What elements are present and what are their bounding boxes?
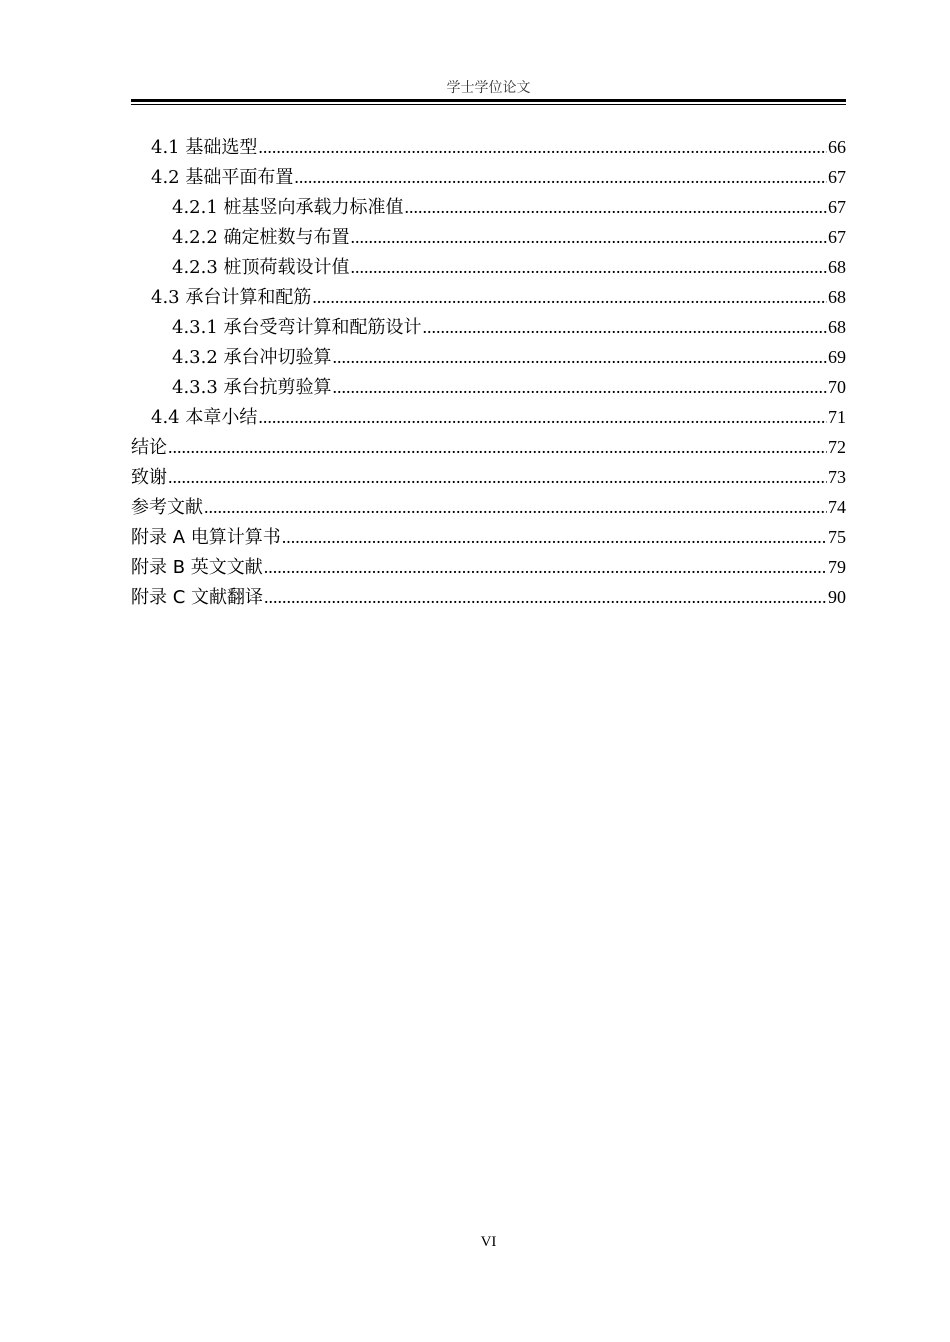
- header-double-rule: [131, 99, 846, 106]
- toc-entry: [131, 552, 846, 582]
- toc-entry-page: 67: [828, 167, 846, 187]
- toc-leader-dots: [282, 522, 827, 552]
- toc-entry-title: 参考文献: [131, 497, 203, 518]
- toc-entry: [131, 162, 846, 192]
- toc-leader-dots: [351, 222, 827, 252]
- toc-leader-dots: [333, 372, 827, 402]
- toc-entry-page: 72: [828, 437, 846, 457]
- toc-leader-dots: [168, 432, 827, 462]
- toc-entry-page: 70: [828, 377, 846, 397]
- page-number: VI: [480, 1234, 497, 1250]
- toc-entry-title: 附录 A 电算计算书: [131, 527, 281, 548]
- toc-entry-page: 68: [828, 317, 846, 337]
- toc-entry: [131, 462, 846, 492]
- toc-entry-title: 4.2.1 桩基竖向承载力标准值: [172, 197, 404, 218]
- toc-entry-title: 4.3.3 承台抗剪验算: [172, 377, 332, 398]
- toc-entry: [131, 312, 846, 342]
- toc-entry: [131, 252, 846, 282]
- toc-entry-title: 4.1 基础选型: [151, 137, 258, 158]
- toc-leader-dots: [351, 252, 827, 282]
- toc-leader-dots: [264, 582, 827, 612]
- toc-leader-dots: [258, 132, 827, 162]
- toc-leader-dots: [333, 342, 827, 372]
- toc-entry-page: 74: [828, 497, 846, 517]
- toc-entry: [131, 402, 846, 432]
- toc-leader-dots: [294, 162, 827, 192]
- toc-entry-title: 4.2.3 桩顶荷载设计值: [172, 257, 350, 278]
- toc-entry-title: 4.3 承台计算和配筋: [151, 287, 312, 308]
- toc-leader-dots: [258, 402, 827, 432]
- toc-entry: [131, 282, 846, 312]
- toc-entry-title: 4.2 基础平面布置: [151, 167, 294, 188]
- header-rule-thin: [131, 104, 846, 105]
- running-header-title: 学士学位论文: [446, 80, 531, 96]
- toc-entry-page: 67: [828, 197, 846, 217]
- toc-entry: [131, 372, 846, 402]
- toc-entry-page: 73: [828, 467, 846, 487]
- toc-entry-page: 69: [828, 347, 846, 367]
- toc-entry-page: 68: [828, 257, 846, 277]
- toc-entry-page: 67: [828, 227, 846, 247]
- table-of-contents: [131, 132, 846, 612]
- toc-entry-title: 结论: [131, 437, 167, 458]
- toc-entry-page: 71: [828, 407, 846, 427]
- toc-entry-page: 79: [828, 557, 846, 577]
- toc-leader-dots: [264, 552, 827, 582]
- toc-entry-title: 4.4 本章小结: [151, 407, 258, 428]
- toc-leader-dots: [168, 462, 827, 492]
- toc-entry-title: 附录 B 英文文献: [131, 557, 263, 578]
- toc-leader-dots: [423, 312, 827, 342]
- toc-entry: [131, 582, 846, 612]
- toc-entry: [131, 132, 846, 162]
- toc-entry: [131, 222, 846, 252]
- toc-entry: [131, 522, 846, 552]
- toc-entry-title: 4.3.1 承台受弯计算和配筋设计: [172, 317, 422, 338]
- toc-entry-title: 4.2.2 确定桩数与布置: [172, 227, 350, 248]
- toc-entry: [131, 192, 846, 222]
- header-rule-thick: [131, 99, 846, 102]
- toc-entry: [131, 342, 846, 372]
- toc-leader-dots: [312, 282, 827, 312]
- toc-leader-dots: [405, 192, 827, 222]
- toc-entry-title: 附录 C 文献翻译: [131, 587, 264, 608]
- toc-entry: [131, 432, 846, 462]
- toc-entry-title: 4.3.2 承台冲切验算: [172, 347, 332, 368]
- toc-entry-title: 致谢: [131, 467, 167, 488]
- toc-entry: [131, 492, 846, 522]
- toc-entry-page: 68: [828, 287, 846, 307]
- toc-entry-page: 90: [828, 587, 846, 607]
- toc-leader-dots: [204, 492, 827, 522]
- toc-entry-page: 75: [828, 527, 846, 547]
- toc-entry-page: 66: [828, 137, 846, 157]
